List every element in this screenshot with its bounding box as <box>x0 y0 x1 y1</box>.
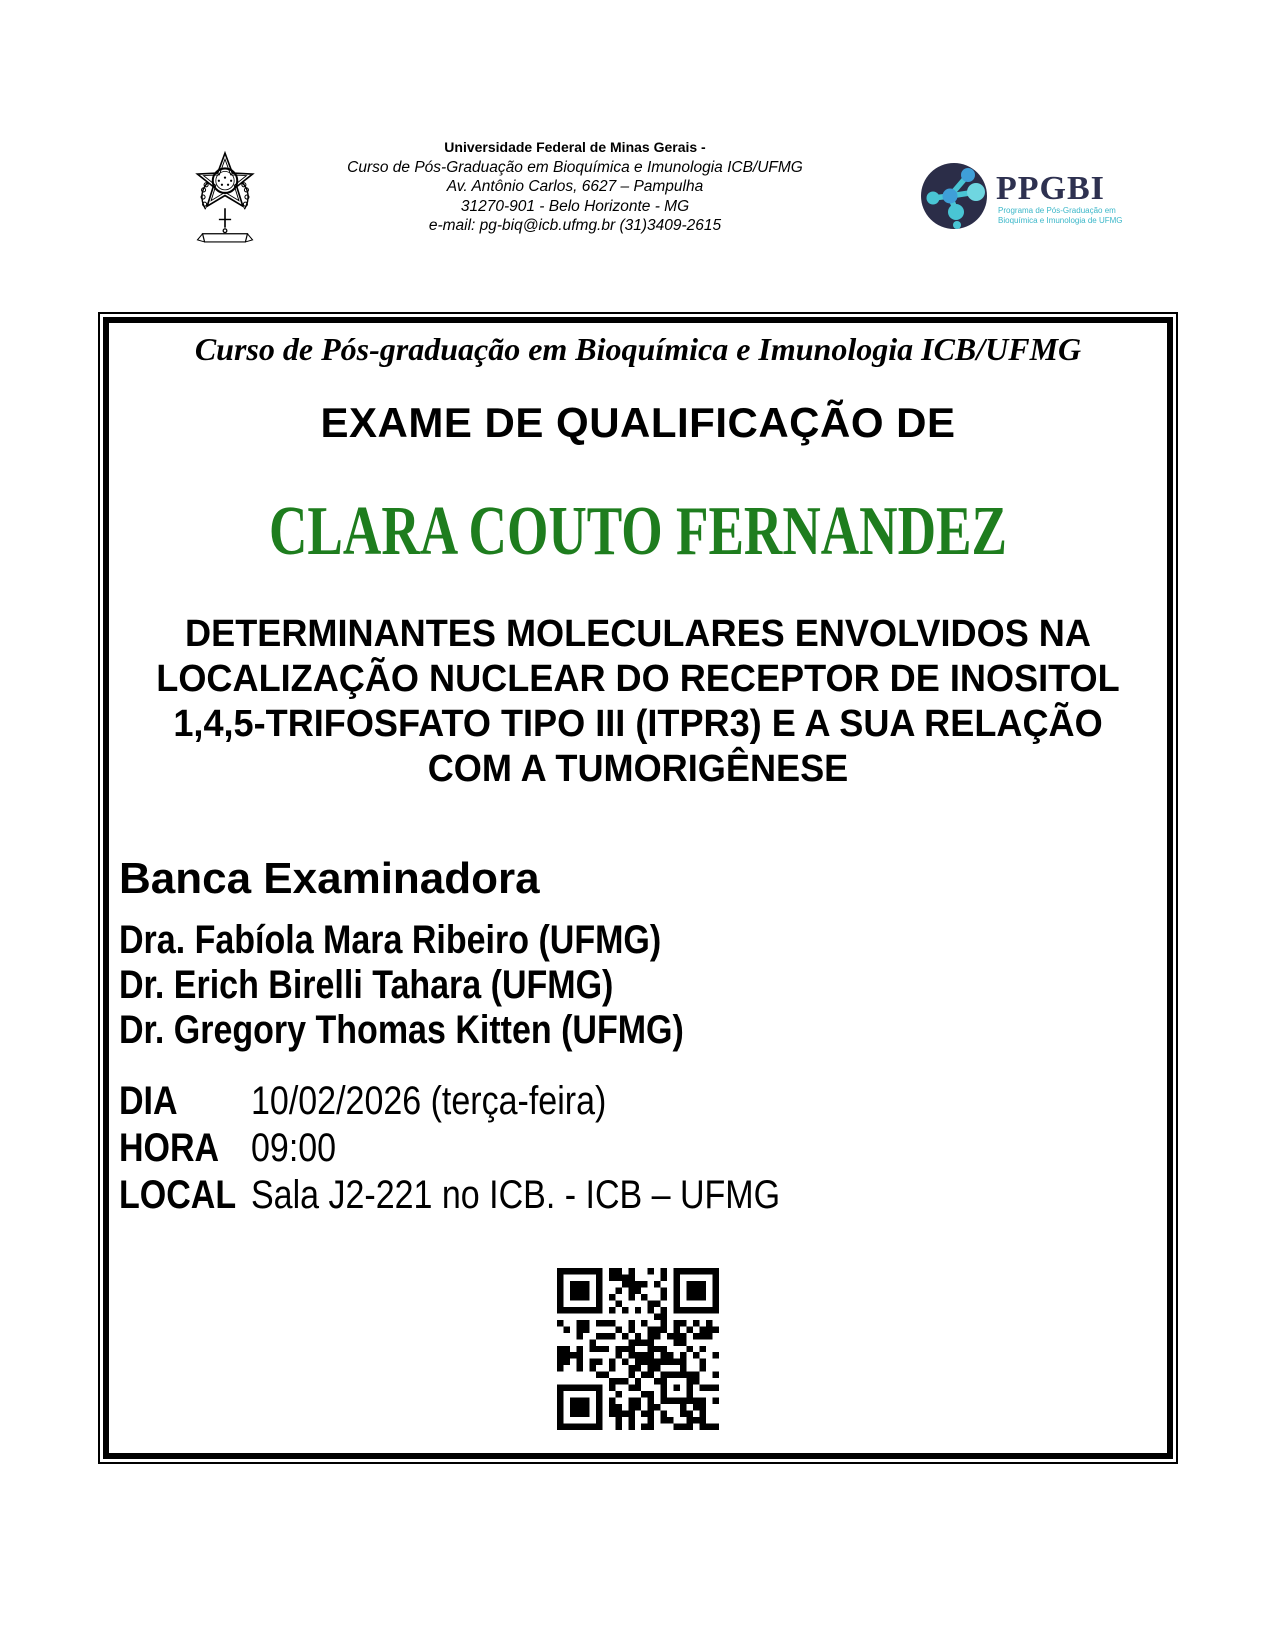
exam-heading: EXAME DE QUALIFICAÇÃO DE <box>320 399 956 446</box>
letterhead <box>0 0 1275 270</box>
local-value: Sala J2-221 no ICB. - ICB – UFMG <box>251 1173 781 1217</box>
detail-row-dia <box>119 1078 1157 1125</box>
committee-member: Dr. Erich Birelli Tahara (UFMG) <box>119 963 614 1007</box>
thesis-title-line: 1,4,5-TRIFOSFATO TIPO III (ITPR3) E A SUA RELAÇÃO <box>173 703 1103 745</box>
thesis-title-line: LOCALIZAÇÃO NUCLEAR DO RECEPTOR DE INOSITOL <box>156 658 1120 700</box>
notice-box <box>98 312 1178 1464</box>
ppgbi-molecule-icon <box>918 158 994 234</box>
notice-box-inner <box>103 317 1173 1459</box>
thesis-title-line: COM A TUMORIGÊNESE <box>427 748 849 790</box>
letterhead-address-line: Av. Antônio Carlos, 6627 – Pampulha <box>446 178 704 195</box>
thesis-title <box>119 612 1157 792</box>
dia-value: 10/02/2026 (terça-feira) <box>251 1079 607 1123</box>
committee-heading: Banca Examinadora <box>119 854 540 903</box>
hora-label: HORA <box>119 1126 220 1170</box>
dia-label: DIA <box>119 1079 178 1123</box>
local-label: LOCAL <box>119 1173 237 1217</box>
letterhead-course-line: Curso de Pós-Graduação em Bioquímica e Imunologia ICB/UFMG <box>347 158 803 176</box>
qr-code-wrap <box>119 1268 1157 1435</box>
letterhead-text <box>300 138 850 236</box>
letterhead-contact-line: e-mail: pg-biq@icb.ufmg.br (31)3409-2615 <box>428 217 722 234</box>
committee-list <box>119 918 1157 1053</box>
exam-details <box>119 1078 1157 1219</box>
ppgbi-subtitle-line1: Programa de Pós-Graduação em <box>998 206 1116 215</box>
committee-member: Dr. Gregory Thomas Kitten (UFMG) <box>119 1008 684 1052</box>
committee-member: Dra. Fabíola Mara Ribeiro (UFMG) <box>119 918 662 962</box>
ppgbi-logo <box>918 158 1168 238</box>
brazil-coat-of-arms-icon <box>193 146 257 245</box>
letterhead-city-line: 31270-901 - Belo Horizonte - MG <box>460 197 690 215</box>
ppgbi-acronym: PPGBI <box>996 170 1105 207</box>
thesis-title-line: DETERMINANTES MOLECULARES ENVOLVIDOS NA <box>185 613 1091 655</box>
course-title: Curso de Pós-graduação em Bioquímica e Imunologia ICB/UFMG <box>194 331 1082 367</box>
ppgbi-subtitle-line2: Bioquímica e Imunologia de UFMG <box>998 215 1123 225</box>
ppgbi-subtitle <box>998 206 1158 225</box>
university-name: Universidade Federal de Minas Gerais - <box>444 139 706 155</box>
hora-value: 09:00 <box>251 1126 337 1170</box>
detail-row-local <box>119 1172 1157 1219</box>
candidate-name: CLARA COUTO FERNANDEZ <box>268 493 1007 570</box>
detail-row-hora <box>119 1125 1157 1172</box>
qr-code <box>557 1268 719 1430</box>
